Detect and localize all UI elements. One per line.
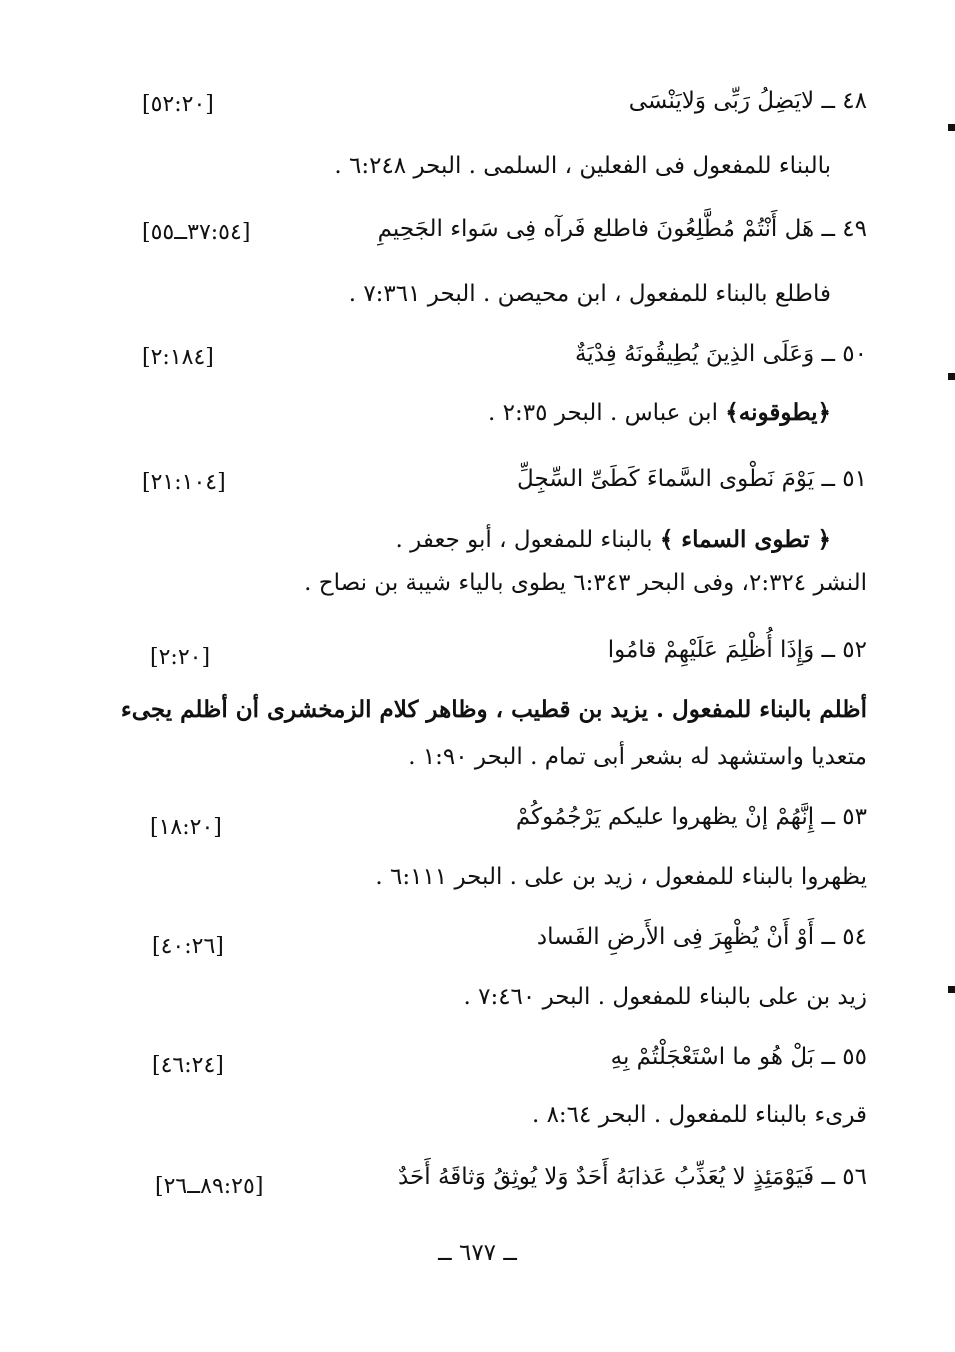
note-51-line2: النشر ٢:٣٢٤، وفى البحر ٦:٣٤٣ يطوى بالياء شيبة بن نصاح .	[304, 570, 867, 596]
verse-51: ٥١ ــ يَوْمَ نَطْوى السَّماءَ كَطَىِّ السِّجِلِّ	[517, 466, 867, 492]
verse-56: ٥٦ ــ فَيَوْمَئِذٍ لا يُعَذِّبُ عَذابَهُ أَحَدٌ وَلا يُوثِقُ وَثاقَهُ أَحَدٌ	[397, 1164, 867, 1190]
ref-51: [٢١:١٠٤]	[142, 470, 226, 495]
note-50-text: ابن عباس . البحر ٢:٣٥ .	[488, 400, 726, 426]
verse-49: ٤٩ ــ هَل أَنْتُمْ مُطَّلِعُونَ فاطلع فَرآه فِى سَواء الجَحِيمِ	[377, 216, 867, 242]
ref-49: [٣٧:٥٤ــ٥٥]	[142, 220, 251, 245]
note-50	[488, 396, 831, 430]
note-51-term: ﴿ تطوى السماء ﴾	[659, 526, 831, 553]
margin-mark	[948, 124, 955, 131]
note-51-text: بالبناء للمفعول ، أبو جعفر .	[395, 527, 660, 553]
page-number: ــ ٦٧٧ ــ	[438, 1240, 517, 1266]
verse-53: ٥٣ ــ إِنَّهُمْ إنْ يظهروا عليكم يَرْجُمُوكُمْ	[515, 804, 867, 830]
verse-54: ٥٤ ــ أَوْ أَنْ يُظْهِرَ فِى الأَرضِ الفَساد	[536, 924, 867, 950]
ref-52: [٢:٢٠]	[150, 645, 211, 670]
note-55: قرىء بالبناء للمفعول . البحر ٨:٦٤ .	[531, 1102, 867, 1128]
ref-54: [٤٠:٢٦]	[152, 934, 224, 959]
ref-53: [١٨:٢٠]	[150, 815, 222, 840]
verse-48: ٤٨ ــ لايَضِلُ رَبِّى وَلايَنْسَى	[628, 88, 867, 114]
verse-55: ٥٥ ــ بَلْ هُو ما اسْتَعْجَلْتُمْ بِهِ	[610, 1044, 867, 1070]
ref-50: [٢:١٨٤]	[142, 345, 214, 370]
ref-56: [٨٩:٢٥ــ٢٦]	[155, 1174, 264, 1199]
ref-48: [٥٢:٢٠]	[142, 92, 214, 117]
ref-55: [٤٦:٢٤]	[152, 1053, 224, 1078]
note-51	[396, 523, 831, 557]
note-53: يظهروا بالبناء للمفعول ، زيد بن على . البحر ٦:١١١ .	[375, 864, 867, 890]
note-52-line1: أظلم بالبناء للمفعول . يزيد بن قطيب ، وظاهر كلام الزمخشرى أن أظلم يجىء	[120, 696, 867, 723]
note-49: فاطلع بالبناء للمفعول ، ابن محيصن . البحر ٧:٣٦١ .	[348, 281, 831, 307]
note-52-line2: متعديا واستشهد له بشعر أبى تمام . البحر ١:٩٠ .	[408, 744, 867, 770]
verse-50: ٥٠ ــ وَعَلَى الذِينَ يُطِيقُونَهُ فِدْيَةٌ	[574, 341, 867, 367]
margin-mark	[948, 373, 955, 380]
note-48: بالبناء للمفعول فى الفعلين ، السلمى . البحر ٦:٢٤٨ .	[334, 153, 831, 179]
verse-52: ٥٢ ــ وَإِذَا أُظْلِمَ عَلَيْهِمْ قامُوا	[607, 637, 867, 663]
margin-mark	[948, 986, 955, 993]
note-54: زيد بن على بالبناء للمفعول . البحر ٧:٤٦٠ .	[463, 984, 867, 1010]
note-50-term: ﴿يطوقونه﴾	[725, 399, 831, 426]
